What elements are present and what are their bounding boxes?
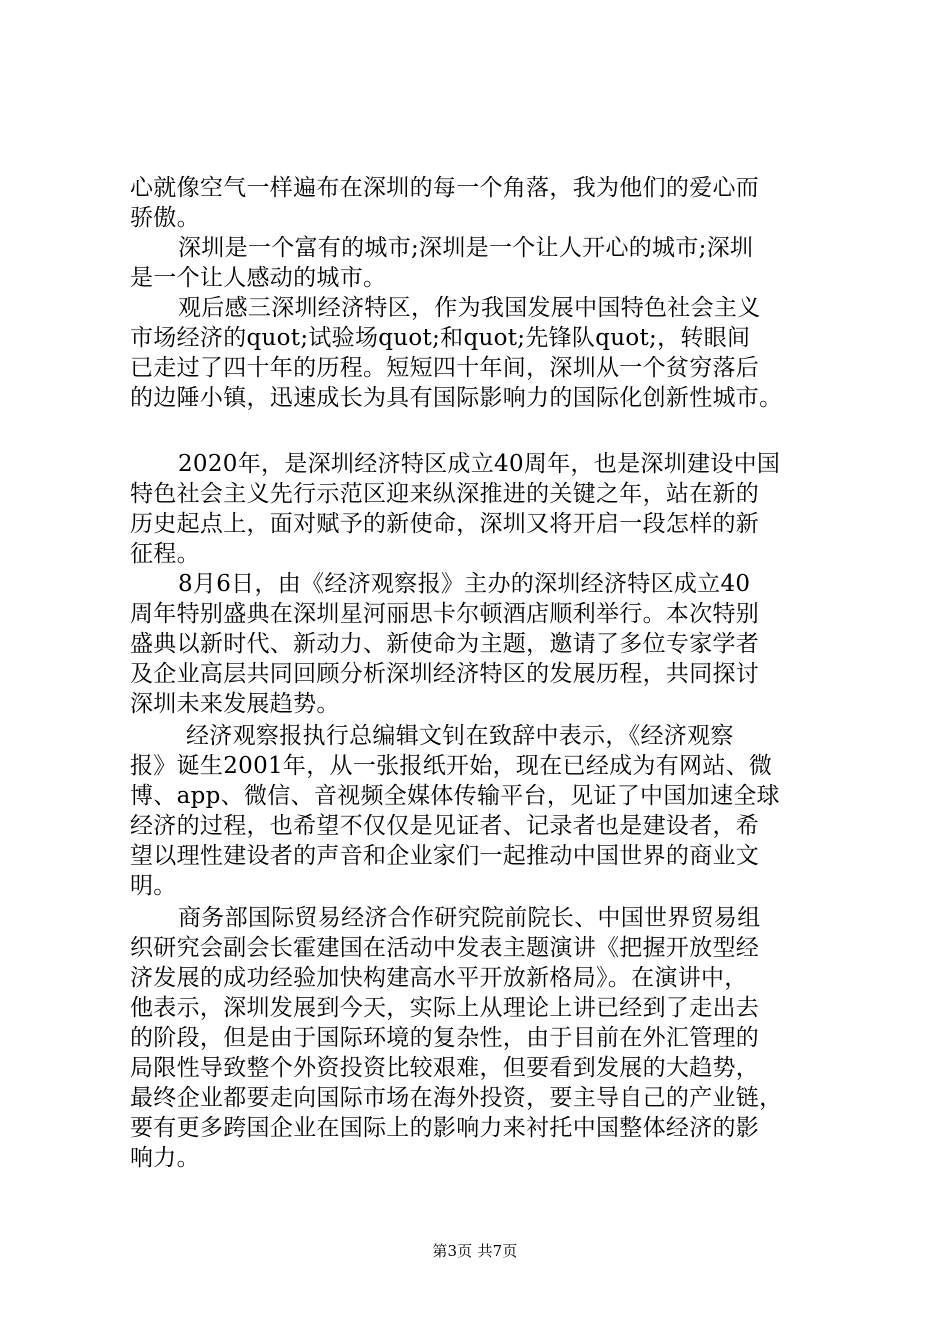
text-line: 他表示，深圳发展到今天，实际上从理论上讲已经到了走出去	[130, 995, 760, 1021]
text-line: 深圳未来发展趋势。	[130, 691, 340, 717]
text-line: 要有更多跨国企业在国际上的影响力来衬托中国整体经济的影	[130, 1115, 760, 1141]
text-line: 报》诞生2001年，从一张报纸开始，现在已经成为有网站、微	[130, 753, 773, 779]
text-line: 济发展的成功经验加快构建高水平开放新格局》。在演讲中，	[130, 965, 748, 991]
text-line: 骄傲。	[130, 205, 200, 231]
text-line: 经济观察报执行总编辑文钊在致辞中表示，《经济观察	[186, 723, 734, 749]
text-line: 响力。	[130, 1145, 200, 1171]
text-line: 的阶段，但是由于国际环境的复杂性，由于目前在外汇管理的	[130, 1025, 760, 1051]
text-line: 的边陲小镇，迅速成长为具有国际影响力的国际化创新性城市。	[130, 385, 783, 411]
text-line: 特色社会主义先行示范区迎来纵深推进的关键之年，站在新的	[130, 481, 760, 507]
text-line: 明。	[130, 873, 177, 899]
text-line: 深圳是一个富有的城市;深圳是一个让人开心的城市;深圳	[178, 235, 754, 261]
page-number: 第3页 共7页	[432, 1242, 518, 1260]
text-line: 最终企业都要走向国际市场在海外投资，要主导自己的产业链，	[130, 1085, 783, 1111]
text-line: 市场经济的quot;试验场quot;和quot;先锋队quot;，转眼间	[130, 325, 751, 351]
text-line: 是一个让人感动的城市。	[130, 265, 387, 291]
text-line: 观后感三深圳经济特区，作为我国发展中国特色社会主义	[178, 295, 761, 321]
text-line: 局限性导致整个外资投资比较艰难，但要看到发展的大趋势，	[130, 1055, 760, 1081]
text-line: 8月6日，由《经济观察报》主办的深圳经济特区成立40	[178, 571, 751, 597]
text-line: 历史起点上，面对赋予的新使命，深圳又将开启一段怎样的新	[130, 511, 760, 537]
text-line: 织研究会副会长霍建国在活动中发表主题演讲《把握开放型经	[130, 935, 760, 961]
text-line: 经济的过程，也希望不仅仅是见证者、记录者也是建设者，希	[130, 813, 760, 839]
text-line: 已走过了四十年的历程。短短四十年间，深圳从一个贫穷落后	[130, 355, 760, 381]
text-line: 心就像空气一样遍布在深圳的每一个角落，我为他们的爱心而	[130, 175, 760, 201]
text-line: 周年特别盛典在深圳星河丽思卡尔顿酒店顺利举行。本次特别	[130, 601, 760, 627]
text-line: 盛典以新时代、新动力、新使命为主题，邀请了多位专家学者	[130, 631, 760, 657]
text-line: 2020年，是深圳经济特区成立40周年，也是深圳建设中国	[178, 451, 781, 477]
text-line: 望以理性建设者的声音和企业家们一起推动中国世界的商业文	[130, 843, 760, 869]
text-line: 征程。	[130, 541, 200, 567]
text-line: 商务部国际贸易经济合作研究院前院长、中国世界贸易组	[178, 905, 761, 931]
text-line: 及企业高层共同回顾分析深圳经济特区的发展历程，共同探讨	[130, 661, 760, 687]
text-line: 博、app、微信、音视频全媒体传输平台，见证了中国加速全球	[130, 783, 780, 809]
